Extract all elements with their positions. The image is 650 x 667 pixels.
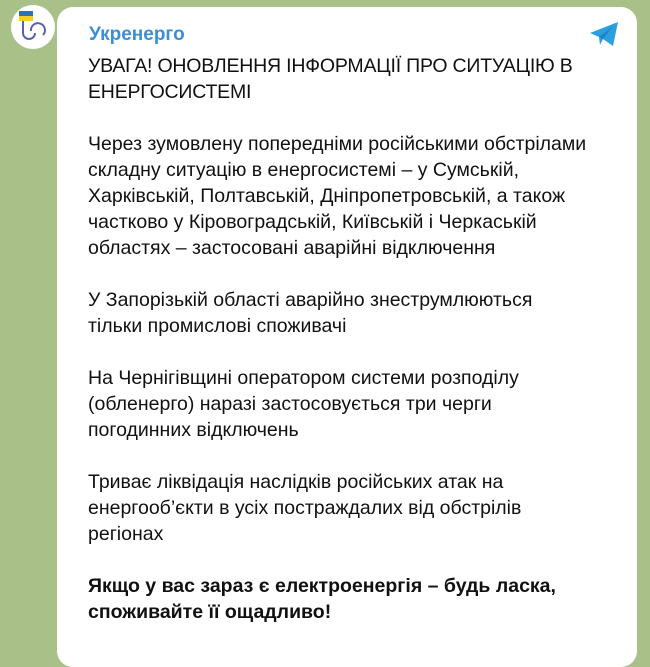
message-title xyxy=(88,53,628,105)
paragraph-3 xyxy=(88,365,628,443)
text-line: тільки промислові споживачі xyxy=(88,315,347,337)
text-line: складну ситуацію в енергосистемі – у Сумській, xyxy=(88,159,519,181)
text-line: частково у Кіровоградській, Київській і Черкаській xyxy=(88,211,537,233)
text-line: споживайте її ощадливо! xyxy=(88,601,332,623)
text-line: енергооб’єкти в усіх постраждалих від обстрілів xyxy=(88,497,522,519)
text-line: У Запорізькій області аварійно знеструмлюються xyxy=(88,289,533,311)
paragraph-4 xyxy=(88,469,628,547)
title-line: УВАГА! ОНОВЛЕННЯ ІНФОРМАЦІЇ ПРО СИТУАЦІЮ В xyxy=(88,55,573,77)
message-bubble xyxy=(57,7,637,667)
text-line: (обленерго) наразі застосовується три черги xyxy=(88,393,492,415)
text-line: погодинних відключень xyxy=(88,419,299,441)
text-line: Якщо у вас зараз є електроенергія – будь ласка, xyxy=(88,575,556,597)
text-line: На Чернігівщині оператором системи розподілу xyxy=(88,367,519,389)
text-line: областях – застосовані аварійні відключення xyxy=(88,237,496,259)
paragraph-1 xyxy=(88,131,628,261)
telegram-icon[interactable] xyxy=(589,21,619,52)
text-line: Триває ліквідація наслідків російських атак на xyxy=(88,471,504,493)
channel-name[interactable]: Укренерго xyxy=(89,24,185,45)
message-text xyxy=(88,53,628,651)
title-line: ЕНЕРГОСИСТЕМІ xyxy=(88,81,252,103)
channel-avatar[interactable] xyxy=(11,5,55,49)
closing-paragraph xyxy=(88,573,628,625)
text-line: Харківській, Полтавській, Дніпропетровській, а також xyxy=(88,185,566,207)
text-line: регіонах xyxy=(88,523,164,545)
ukrenergo-logo-icon xyxy=(11,5,55,49)
text-line: Через зумовлену попередніми російськими обстрілами xyxy=(88,133,587,155)
paragraph-2 xyxy=(88,287,628,339)
